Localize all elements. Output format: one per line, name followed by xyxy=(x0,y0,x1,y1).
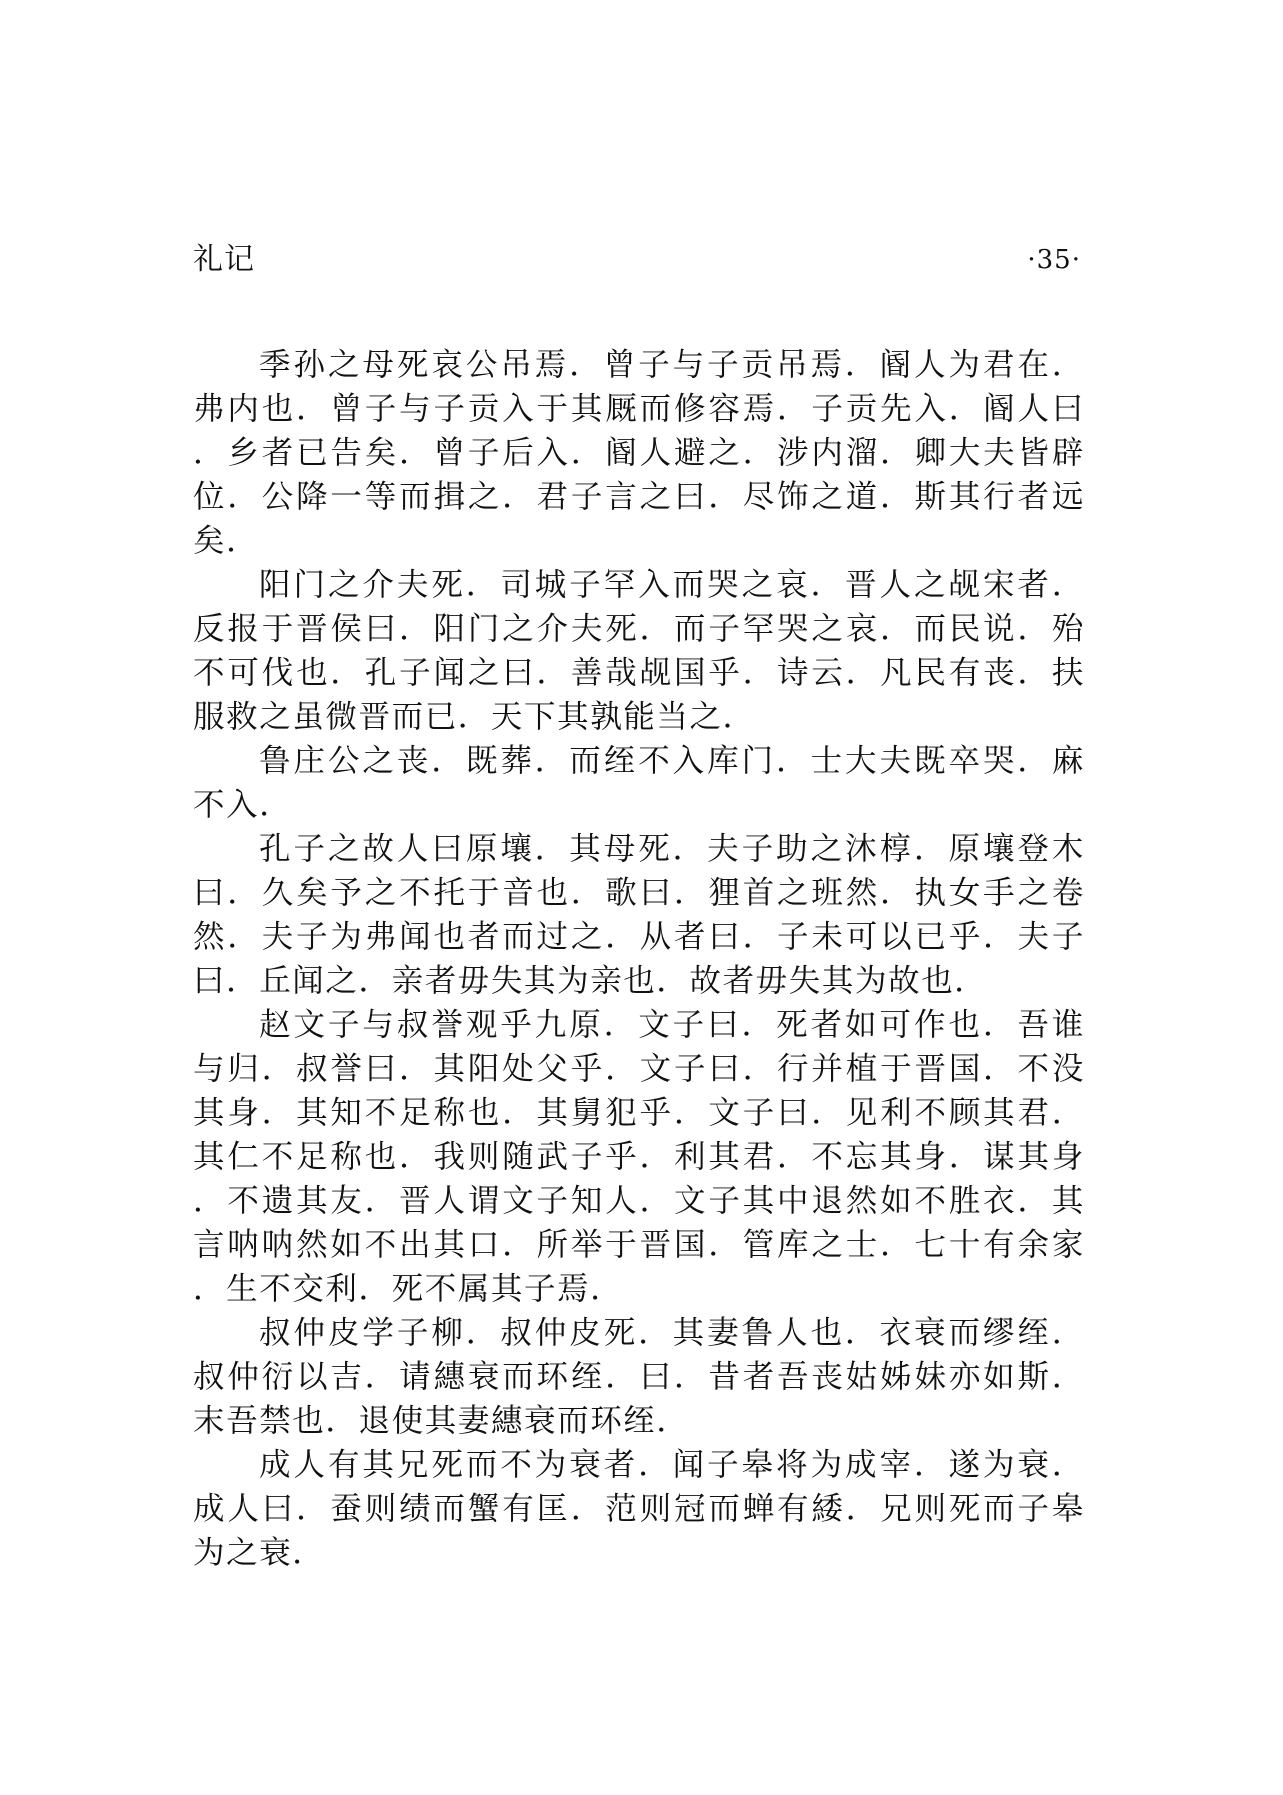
paragraph: 鲁庄公之丧．既葬．而绖不入库门．士大夫既卒哭．麻不入． xyxy=(193,743,1085,823)
page-header xyxy=(193,238,1081,282)
paragraph: 孔子之故人曰原壤．其母死．夫子助之沐椁．原壤登木曰．久矣予之不托于音也．歌曰．狸首之班然．执女手之卷然．夫子为弗闻也者而过之．从者曰．子未可以已乎．夫子曰．丘闻之．亲者毋失其为亲也．故者毋失其为故也． xyxy=(193,831,1085,999)
paragraph: 季孙之母死哀公吊焉．曾子与子贡吊焉．阍人为君在．弗内也．曾子与子贡入于其厩而修容焉．子贡先入．阍人曰．乡者已告矣．曾子后入．阍人避之．涉内溜．卿大夫皆辟位．公降一等而揖之．君子言之曰．尽饰之道．斯其行者远矣． xyxy=(193,347,1085,559)
paragraph: 阳门之介夫死．司城子罕入而哭之哀．晋人之觇宋者．反报于晋侯曰．阳门之介夫死．而子罕哭之哀．而民说．殆不可伐也．孔子闻之曰．善哉觇国乎．诗云．凡民有丧．扶服救之虽微晋而已．天下其孰能当之． xyxy=(193,567,1085,735)
body-text xyxy=(193,343,1085,1575)
paragraph: 赵文子与叔誉观乎九原．文子曰．死者如可作也．吾谁与归．叔誉曰．其阳处父乎．文子曰．行并植于晋国．不没其身．其知不足称也．其舅犯乎．文子曰．见利不顾其君．其仁不足称也．我则随武子乎．利其君．不忘其身．谋其身．不遗其友．晋人谓文子知人．文子其中退然如不胜衣．其言呐呐然如不出其口．所举于晋国．管库之士．七十有余家．生不交利．死不属其子焉． xyxy=(193,1007,1085,1307)
page-number: ·35· xyxy=(1027,245,1081,275)
paragraph: 成人有其兄死而不为衰者．闻子皋将为成宰．遂为衰．成人曰．蚕则绩而蟹有匡．范则冠而蝉有緌．兄则死而子皋为之衰． xyxy=(193,1447,1085,1571)
running-title: 礼记 xyxy=(193,242,255,277)
paragraph: 叔仲皮学子柳．叔仲皮死．其妻鲁人也．衣衰而缪绖．叔仲衍以吉．请繐衰而环绖．曰．昔者吾丧姑姊妹亦如斯．末吾禁也．退使其妻繐衰而环绖． xyxy=(193,1315,1085,1439)
